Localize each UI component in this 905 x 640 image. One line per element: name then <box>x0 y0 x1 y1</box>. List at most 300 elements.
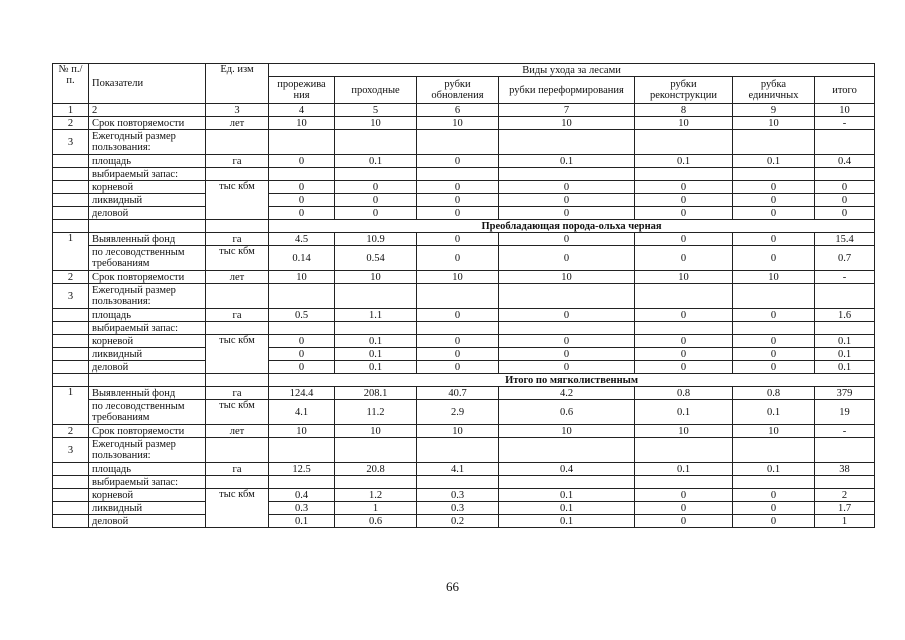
page-number: 66 <box>446 579 459 594</box>
row-number <box>53 155 89 168</box>
table-cell: 1 <box>335 502 417 515</box>
table-cell: 0 <box>733 502 815 515</box>
row-label: корневой <box>89 335 206 348</box>
table-cell <box>635 476 733 489</box>
table-cell: 0.6 <box>499 400 635 425</box>
table-cell <box>417 476 499 489</box>
table-cell <box>417 168 499 181</box>
table-row <box>53 168 875 181</box>
table-cell <box>733 168 815 181</box>
row-number: 3 <box>53 130 89 155</box>
row-number: 2 <box>53 425 89 438</box>
section-title: Преобладающая порода-ольха черная <box>269 220 875 233</box>
column-number-6: 6 <box>417 104 499 117</box>
row-unit <box>206 130 269 155</box>
table-cell: 10 <box>417 271 499 284</box>
row-unit: тыс кбм <box>206 489 269 528</box>
table-cell: 0 <box>815 194 875 207</box>
table-cell: 0 <box>269 348 335 361</box>
table-cell: 0 <box>733 335 815 348</box>
table-cell: 0 <box>733 361 815 374</box>
table-cell: 0.4 <box>499 463 635 476</box>
table-cell: 0.8 <box>635 387 733 400</box>
table-row <box>53 476 875 489</box>
table-cell: 0.1 <box>335 335 417 348</box>
table-cell: 0.1 <box>733 155 815 168</box>
table-cell <box>815 284 875 309</box>
row-unit <box>206 438 269 463</box>
table-cell: 19 <box>815 400 875 425</box>
row-label: деловой <box>89 361 206 374</box>
table-cell <box>269 130 335 155</box>
table-cell: 10 <box>269 271 335 284</box>
table-cell <box>269 476 335 489</box>
table-cell <box>815 476 875 489</box>
column-number-9: 9 <box>733 104 815 117</box>
table-row <box>53 181 875 194</box>
table-cell: 10 <box>269 117 335 130</box>
table-cell: 0.1 <box>815 335 875 348</box>
table-cell: 1.1 <box>335 309 417 322</box>
table-row <box>53 117 875 130</box>
row-label: Срок повторяемости <box>89 271 206 284</box>
table-cell: 4.1 <box>269 400 335 425</box>
table-cell: 10.9 <box>335 233 417 246</box>
row-unit: лет <box>206 425 269 438</box>
row-number: 3 <box>53 438 89 463</box>
table-cell: 0 <box>733 194 815 207</box>
table-row <box>53 309 875 322</box>
header-type-2: проходные <box>335 77 417 104</box>
table-cell: 10 <box>269 425 335 438</box>
section-spacer <box>206 374 269 387</box>
table-cell: 0 <box>417 361 499 374</box>
table-cell: 12.5 <box>269 463 335 476</box>
table-row <box>53 425 875 438</box>
row-number: 1 <box>53 387 89 425</box>
table-cell: 0.1 <box>815 361 875 374</box>
forest-care-table <box>52 63 875 528</box>
table-cell <box>335 168 417 181</box>
table-cell: 0.1 <box>635 463 733 476</box>
row-number <box>53 168 89 181</box>
row-unit: га <box>206 463 269 476</box>
table-cell <box>815 130 875 155</box>
table-cell: 1 <box>815 515 875 528</box>
row-unit: га <box>206 309 269 322</box>
table-cell: 0.1 <box>635 400 733 425</box>
table-cell <box>815 168 875 181</box>
table-cell: 10 <box>417 117 499 130</box>
table-cell: 0 <box>635 348 733 361</box>
table-row <box>53 335 875 348</box>
row-label: деловой <box>89 515 206 528</box>
row-unit: тыс кбм <box>206 400 269 425</box>
table-cell: 124.4 <box>269 387 335 400</box>
row-unit: тыс кбм <box>206 246 269 271</box>
table-cell: 0 <box>635 335 733 348</box>
table-cell <box>499 284 635 309</box>
header-row-1 <box>53 64 875 77</box>
row-number <box>53 489 89 502</box>
row-label: Срок повторяемости <box>89 117 206 130</box>
table-cell <box>335 476 417 489</box>
table-cell <box>635 130 733 155</box>
table-cell <box>417 130 499 155</box>
table-cell: 0.4 <box>269 489 335 502</box>
header-type-5: рубки реконструкции <box>635 77 733 104</box>
table-cell: 0 <box>269 361 335 374</box>
table-cell: 10 <box>499 425 635 438</box>
row-label: Ежегодный размер пользования: <box>89 438 206 463</box>
row-unit: га <box>206 155 269 168</box>
column-number-3: 3 <box>206 104 269 117</box>
table-cell: 0 <box>417 348 499 361</box>
column-number-7: 7 <box>499 104 635 117</box>
table-row <box>53 155 875 168</box>
table-cell: 0 <box>733 207 815 220</box>
table-cell <box>499 476 635 489</box>
table-cell: 0 <box>417 233 499 246</box>
row-label: площадь <box>89 155 206 168</box>
table-cell: 0 <box>269 155 335 168</box>
table-cell <box>499 438 635 463</box>
table-row <box>53 361 875 374</box>
header-no: № п./п. <box>53 64 89 104</box>
table-cell: 379 <box>815 387 875 400</box>
header-unit: Ед. изм <box>206 64 269 104</box>
table-row <box>53 322 875 335</box>
row-number: 1 <box>53 233 89 271</box>
table-cell <box>269 168 335 181</box>
table-cell: 0 <box>635 246 733 271</box>
table-cell <box>635 322 733 335</box>
row-number <box>53 502 89 515</box>
row-number <box>53 207 89 220</box>
table-row <box>53 207 875 220</box>
row-unit: тыс кбм <box>206 335 269 374</box>
row-unit: га <box>206 387 269 400</box>
table-cell: 0.1 <box>815 348 875 361</box>
table-cell: 11.2 <box>335 400 417 425</box>
table-cell: 0 <box>499 233 635 246</box>
row-unit: га <box>206 233 269 246</box>
table-cell: 0 <box>635 233 733 246</box>
table-cell: 10 <box>733 271 815 284</box>
row-number <box>53 181 89 194</box>
table-cell <box>417 284 499 309</box>
table-cell: 0.1 <box>499 489 635 502</box>
row-label: корневой <box>89 489 206 502</box>
table-cell: 0.3 <box>417 489 499 502</box>
table-cell: 0 <box>815 207 875 220</box>
table-cell: 0 <box>733 348 815 361</box>
table-cell: 208.1 <box>335 387 417 400</box>
table-cell: 0 <box>269 207 335 220</box>
table-cell <box>635 438 733 463</box>
table-row <box>53 348 875 361</box>
row-unit <box>206 476 269 489</box>
table-cell: 0.1 <box>733 463 815 476</box>
table-cell: 1.2 <box>335 489 417 502</box>
table-cell: 15.4 <box>815 233 875 246</box>
column-number-5: 5 <box>335 104 417 117</box>
table-cell: 4.5 <box>269 233 335 246</box>
table-cell: 10 <box>335 271 417 284</box>
row-label: ликвидный <box>89 502 206 515</box>
table-cell <box>335 130 417 155</box>
header-type-4: рубки переформирования <box>499 77 635 104</box>
row-label: Срок повторяемости <box>89 425 206 438</box>
table-body <box>53 64 875 528</box>
table-cell: 0 <box>269 181 335 194</box>
section-title: Итого по мягколиственным <box>269 374 875 387</box>
table-cell: 0 <box>733 515 815 528</box>
table-cell: 0.7 <box>815 246 875 271</box>
table-cell <box>733 476 815 489</box>
section-spacer <box>206 220 269 233</box>
section-row <box>53 220 875 233</box>
table-cell <box>635 284 733 309</box>
table-row <box>53 233 875 246</box>
table-cell <box>269 284 335 309</box>
table-cell: 10 <box>635 117 733 130</box>
row-label: Выявленный фонд <box>89 387 206 400</box>
table-cell: 0 <box>499 181 635 194</box>
row-number <box>53 476 89 489</box>
row-number <box>53 361 89 374</box>
column-number-2: 2 <box>89 104 206 117</box>
table-cell: 0 <box>335 207 417 220</box>
table-cell <box>417 438 499 463</box>
table-row <box>53 515 875 528</box>
row-number <box>53 194 89 207</box>
table-cell: 10 <box>417 425 499 438</box>
table-cell: 0 <box>635 515 733 528</box>
table-cell: 38 <box>815 463 875 476</box>
table-cell: 0 <box>499 361 635 374</box>
table-cell: 0 <box>635 181 733 194</box>
table-cell: 0 <box>417 181 499 194</box>
table-row <box>53 502 875 515</box>
table-cell: 2.9 <box>417 400 499 425</box>
table-cell: 0 <box>635 309 733 322</box>
table-cell: 0 <box>417 335 499 348</box>
table-cell <box>499 322 635 335</box>
row-number <box>53 309 89 322</box>
table-cell: 0 <box>499 348 635 361</box>
table-cell: 0.1 <box>335 155 417 168</box>
table-cell <box>635 168 733 181</box>
table-cell: 40.7 <box>417 387 499 400</box>
table-cell: 0 <box>499 194 635 207</box>
row-number <box>53 463 89 476</box>
table-cell: 4.1 <box>417 463 499 476</box>
table-cell: 0 <box>733 181 815 194</box>
table-row <box>53 271 875 284</box>
row-unit <box>206 284 269 309</box>
table-cell: 0 <box>417 194 499 207</box>
table-cell: 10 <box>733 425 815 438</box>
row-unit: лет <box>206 117 269 130</box>
section-spacer <box>53 374 89 387</box>
table-cell: 0 <box>733 309 815 322</box>
table-cell: 10 <box>635 425 733 438</box>
table-row <box>53 246 875 271</box>
table-cell: 0.3 <box>417 502 499 515</box>
table-cell: 0 <box>417 309 499 322</box>
table-cell <box>335 438 417 463</box>
column-number-1: 1 <box>53 104 89 117</box>
table-cell <box>733 322 815 335</box>
table-cell: 0.1 <box>269 515 335 528</box>
table-cell <box>335 284 417 309</box>
table-cell: 0 <box>815 181 875 194</box>
table-cell: 0 <box>635 361 733 374</box>
table-cell: 10 <box>635 271 733 284</box>
table-cell <box>499 168 635 181</box>
table-cell: 0 <box>733 246 815 271</box>
row-number <box>53 322 89 335</box>
table-cell: 4.2 <box>499 387 635 400</box>
column-number-10: 10 <box>815 104 875 117</box>
table-cell: 0.8 <box>733 387 815 400</box>
table-cell: 1.7 <box>815 502 875 515</box>
table-cell: - <box>815 425 875 438</box>
table-cell: 0 <box>417 207 499 220</box>
section-row <box>53 374 875 387</box>
table-cell: 0 <box>417 155 499 168</box>
table-cell: 0 <box>417 246 499 271</box>
table-cell: 0.1 <box>499 155 635 168</box>
header-type-3: рубки обновления <box>417 77 499 104</box>
table-cell <box>417 322 499 335</box>
table-cell: - <box>815 117 875 130</box>
table-cell: 0.5 <box>269 309 335 322</box>
table-cell: 0 <box>335 181 417 194</box>
header-indicator: Показатели <box>89 64 206 104</box>
table-cell <box>815 438 875 463</box>
section-spacer <box>53 220 89 233</box>
header-type-1: прорежива ния <box>269 77 335 104</box>
row-unit: лет <box>206 271 269 284</box>
section-spacer <box>89 220 206 233</box>
table-row <box>53 463 875 476</box>
row-unit: тыс кбм <box>206 181 269 220</box>
section-spacer <box>89 374 206 387</box>
column-number-8: 8 <box>635 104 733 117</box>
table-cell: 0.6 <box>335 515 417 528</box>
row-label: по лесоводственным требованиям <box>89 246 206 271</box>
table-row <box>53 489 875 502</box>
table-cell <box>335 322 417 335</box>
table-cell: 0 <box>635 207 733 220</box>
header-type-7: итого <box>815 77 875 104</box>
table-cell: 0 <box>635 194 733 207</box>
table-cell: 0 <box>499 207 635 220</box>
table-cell: 0 <box>269 335 335 348</box>
row-unit <box>206 168 269 181</box>
row-number <box>53 348 89 361</box>
table-row <box>53 438 875 463</box>
table-cell: 0.2 <box>417 515 499 528</box>
table-cell: 0 <box>733 489 815 502</box>
table-cell: 0.1 <box>499 515 635 528</box>
column-number-4: 4 <box>269 104 335 117</box>
table-cell: 0 <box>499 309 635 322</box>
table-cell: 0 <box>635 489 733 502</box>
table-cell: 0.1 <box>635 155 733 168</box>
table-cell: 0 <box>733 233 815 246</box>
table-cell <box>269 322 335 335</box>
table-cell: 10 <box>499 117 635 130</box>
table-row <box>53 130 875 155</box>
table-cell: 10 <box>499 271 635 284</box>
row-label: выбираемый запас: <box>89 322 206 335</box>
row-unit <box>206 322 269 335</box>
table-cell: 10 <box>335 117 417 130</box>
table-row <box>53 194 875 207</box>
row-label: площадь <box>89 309 206 322</box>
row-label: Ежегодный размер пользования: <box>89 284 206 309</box>
table-row <box>53 387 875 400</box>
table-row <box>53 284 875 309</box>
table-cell <box>733 130 815 155</box>
table-cell: 10 <box>335 425 417 438</box>
row-number <box>53 335 89 348</box>
table-cell: 0 <box>635 502 733 515</box>
row-label: площадь <box>89 463 206 476</box>
table-cell: 0.54 <box>335 246 417 271</box>
table-cell <box>733 284 815 309</box>
table-cell: 0.1 <box>733 400 815 425</box>
row-label: корневой <box>89 181 206 194</box>
table-cell: 0.1 <box>335 361 417 374</box>
header-numbers-row <box>53 104 875 117</box>
row-label: по лесоводственным требованиям <box>89 400 206 425</box>
table-cell: 0 <box>269 194 335 207</box>
row-label: выбираемый запас: <box>89 476 206 489</box>
table-cell: 0 <box>335 194 417 207</box>
header-types-title: Виды ухода за лесами <box>269 64 875 77</box>
table-cell: 0 <box>499 335 635 348</box>
table-cell: - <box>815 271 875 284</box>
table-cell: 0.14 <box>269 246 335 271</box>
table-cell: 0.4 <box>815 155 875 168</box>
table-cell: 0.1 <box>499 502 635 515</box>
row-label: выбираемый запас: <box>89 168 206 181</box>
table-cell: 10 <box>733 117 815 130</box>
table-cell: 2 <box>815 489 875 502</box>
table-cell <box>815 322 875 335</box>
row-number <box>53 515 89 528</box>
row-label: ликвидный <box>89 348 206 361</box>
row-number: 3 <box>53 284 89 309</box>
table-cell <box>269 438 335 463</box>
table-cell: 0.1 <box>335 348 417 361</box>
header-type-6: рубка единичных <box>733 77 815 104</box>
table-cell: 0 <box>499 246 635 271</box>
row-number: 2 <box>53 117 89 130</box>
table-row <box>53 400 875 425</box>
table-cell: 20.8 <box>335 463 417 476</box>
row-number: 2 <box>53 271 89 284</box>
table-cell: 0.3 <box>269 502 335 515</box>
row-label: ликвидный <box>89 194 206 207</box>
table-cell: 1.6 <box>815 309 875 322</box>
table-cell <box>733 438 815 463</box>
table-cell <box>499 130 635 155</box>
